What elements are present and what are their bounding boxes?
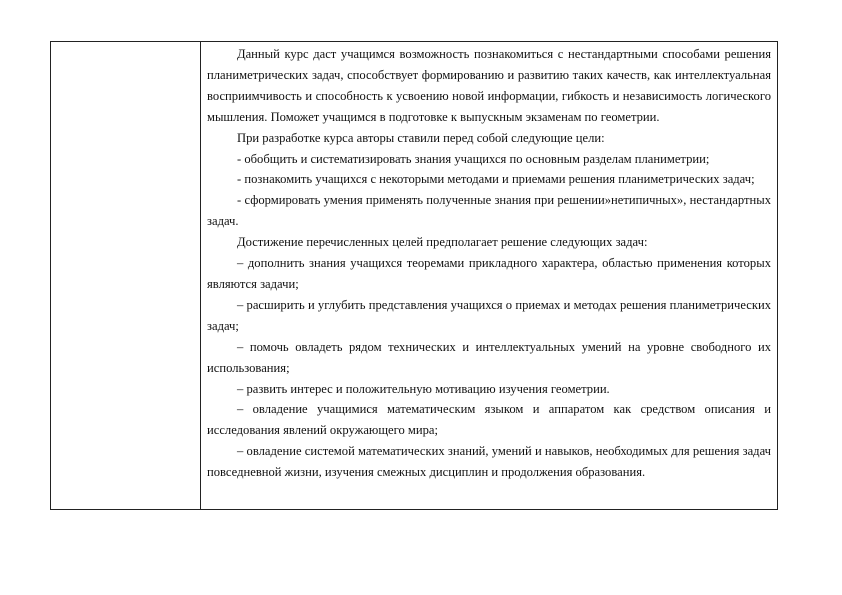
- task-item: – помочь овладеть рядом технических и интеллектуальных умений на уровне свободного их использования;: [207, 339, 771, 375]
- task-item: – развить интерес и положительную мотивацию изучения геометрии.: [237, 381, 610, 396]
- task-item: – овладение системой математических знаний, умений и навыков, необходимых для решения задач повседневной жизни, изучения смежных дисциплин и продолжения образования.: [207, 444, 771, 480]
- task-item: – дополнить знания учащихся теоремами прикладного характера, областью применения которых являются задачи;: [207, 256, 771, 291]
- goal-item: - познакомить учащихся с некоторыми методами и приемами решения планиметрических задач;: [237, 172, 755, 187]
- goal-item: - обобщить и систематизировать знания учащихся по основным разделам планиметрии;: [237, 151, 710, 166]
- tasks-heading: Достижение перечисленных целей предполагает решение следующих задач:: [237, 235, 648, 250]
- table-left-cell: [51, 42, 201, 509]
- task-item: – расширить и углубить представления учащихся о приемах и методах решения планиметрических задач;: [207, 297, 771, 333]
- goal-item: - сформировать умения применять полученные знания при решении»нетипичных», нестандартных задач.: [207, 193, 771, 229]
- table-content-cell: [201, 42, 777, 509]
- task-item: – овладение учащимися математическим языком и аппаратом как средством описания и исследования явлений окружающего мира;: [207, 402, 771, 438]
- goals-heading: При разработке курса авторы ставили перед собой следующие цели:: [237, 130, 605, 145]
- intro-paragraph: Данный курс даст учащимся возможность познакомиться с нестандартными способами решения планиметрических задач, способствует формированию и развитию таких качеств, как интеллектуальная восприимчивость и способность к усвоению новой информации, гибкость и независимость логического мышления. Поможет учащимся в подготовке к выпускным экзаменам по геометрии.: [207, 47, 771, 124]
- document-table: [50, 41, 778, 510]
